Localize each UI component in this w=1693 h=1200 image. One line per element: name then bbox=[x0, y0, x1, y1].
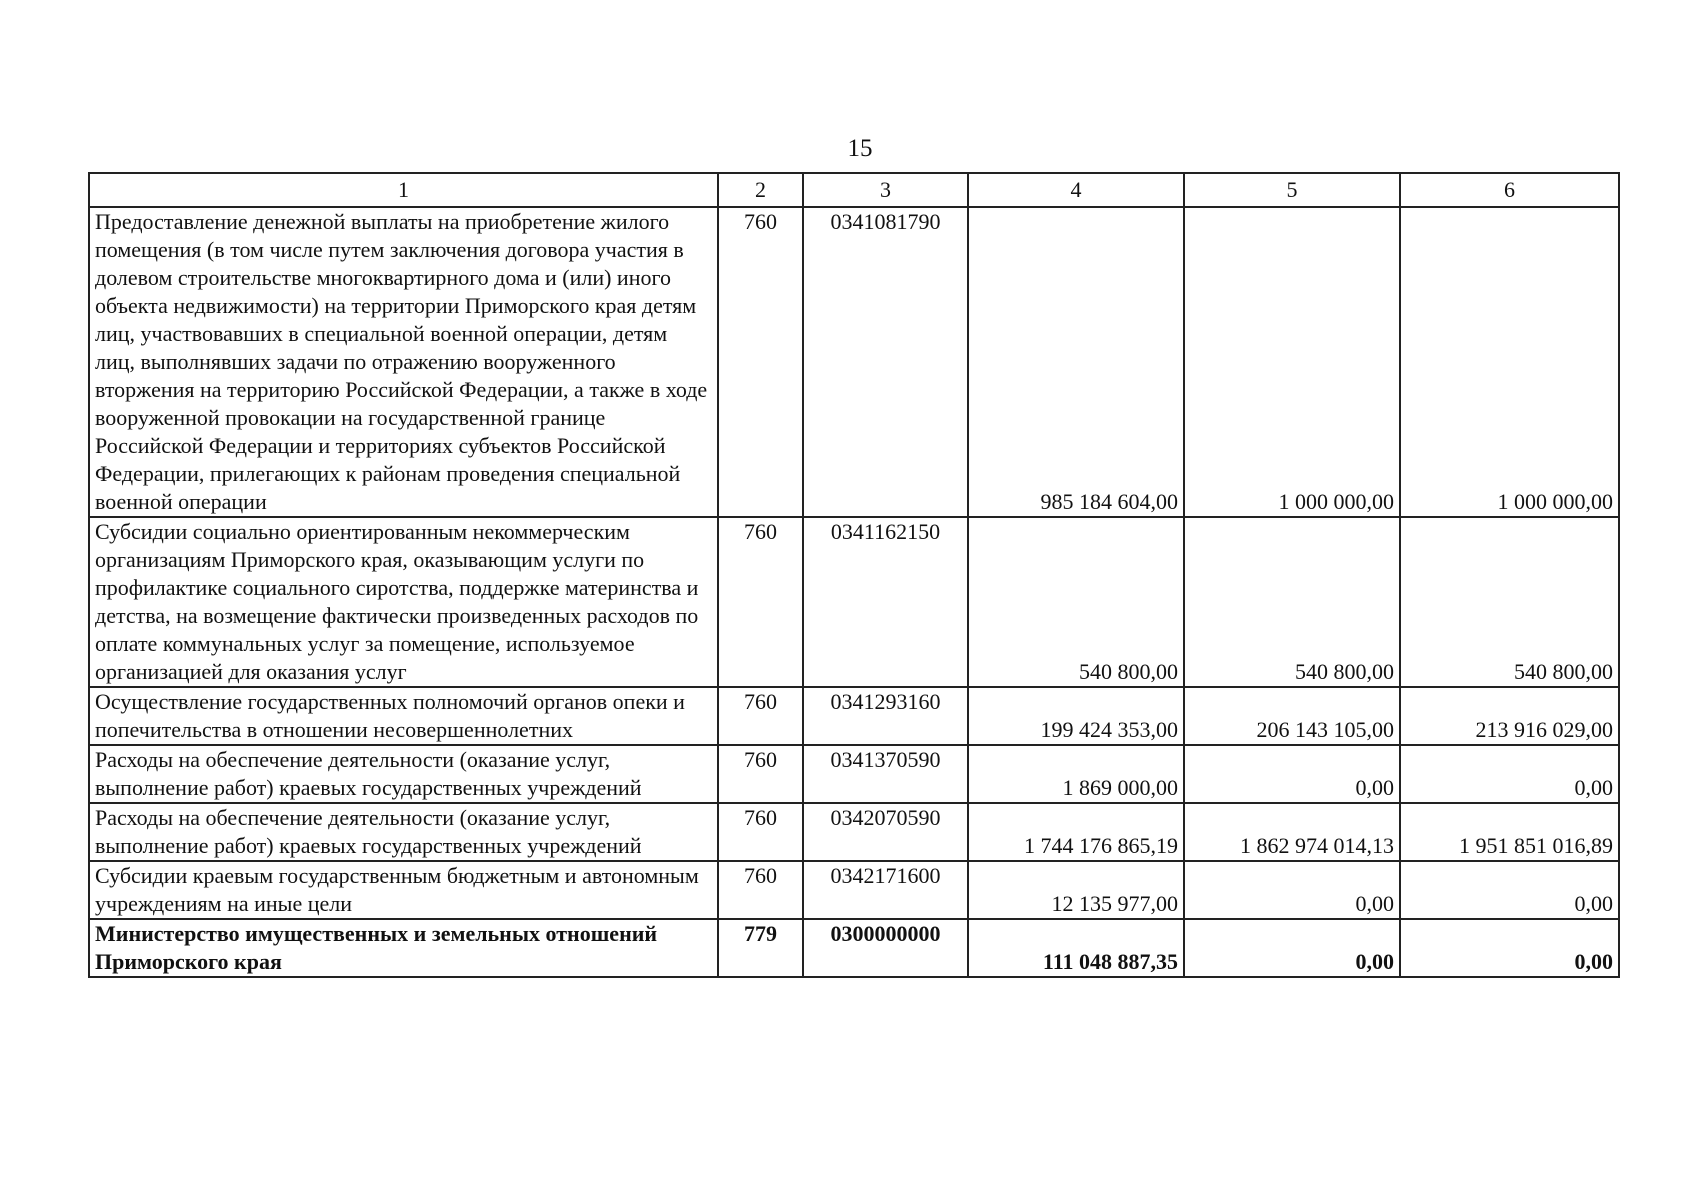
row-col5: 1 862 974 014,13 bbox=[1184, 803, 1400, 861]
row-col3: 0342171600 bbox=[803, 861, 968, 919]
budget-table bbox=[88, 172, 1620, 978]
header-col-4: 4 bbox=[968, 173, 1184, 207]
table-row bbox=[89, 745, 1619, 803]
row-col2: 760 bbox=[718, 861, 803, 919]
row-col4: 12 135 977,00 bbox=[968, 861, 1184, 919]
row-col2: 760 bbox=[718, 803, 803, 861]
row-col5: 0,00 bbox=[1184, 861, 1400, 919]
header-col-3: 3 bbox=[803, 173, 968, 207]
row-col2: 760 bbox=[718, 745, 803, 803]
row-col3: 0341162150 bbox=[803, 517, 968, 687]
row-col4: 1 744 176 865,19 bbox=[968, 803, 1184, 861]
row-col2: 760 bbox=[718, 207, 803, 517]
row-name: Предоставление денежной выплаты на приобретение жилого помещения (в том числе путем заключения договора участия в долевом строительстве многоквартирного дома и (или) иного объекта недвижимости) на территории Приморского края детям лиц, участвовавших в специальной военной операции, детям лиц, выполнявших задачи по отражению вооруженного вторжения на территорию Российской Федерации, а также в ходе вооруженной провокации на государственной границе Российской Федерации и территориях субъектов Российской Федерации, прилегающих к районам проведения специальной военной операции bbox=[89, 207, 718, 517]
header-col-6: 6 bbox=[1400, 173, 1619, 207]
row-col6: 1 000 000,00 bbox=[1400, 207, 1619, 517]
row-col5: 0,00 bbox=[1184, 919, 1400, 977]
table-row bbox=[89, 517, 1619, 687]
header-col-5: 5 bbox=[1184, 173, 1400, 207]
table-row bbox=[89, 803, 1619, 861]
row-name: Осуществление государственных полномочий органов опеки и попечительства в отношении несовершеннолетних bbox=[89, 687, 718, 745]
row-col2: 760 bbox=[718, 517, 803, 687]
table-row bbox=[89, 861, 1619, 919]
row-col3: 0300000000 bbox=[803, 919, 968, 977]
table-header-row bbox=[89, 173, 1619, 207]
page-number: 15 bbox=[847, 135, 873, 162]
table-row bbox=[89, 687, 1619, 745]
header-col-1: 1 bbox=[89, 173, 718, 207]
row-col6: 0,00 bbox=[1400, 919, 1619, 977]
row-col4: 1 869 000,00 bbox=[968, 745, 1184, 803]
row-col6: 213 916 029,00 bbox=[1400, 687, 1619, 745]
row-col3: 0341370590 bbox=[803, 745, 968, 803]
row-col5: 0,00 bbox=[1184, 745, 1400, 803]
row-col6: 1 951 851 016,89 bbox=[1400, 803, 1619, 861]
row-col6: 0,00 bbox=[1400, 745, 1619, 803]
row-col5: 1 000 000,00 bbox=[1184, 207, 1400, 517]
row-name: Расходы на обеспечение деятельности (оказание услуг, выполнение работ) краевых государственных учреждений bbox=[89, 745, 718, 803]
row-col6: 540 800,00 bbox=[1400, 517, 1619, 687]
row-col2: 760 bbox=[718, 687, 803, 745]
row-name: Субсидии социально ориентированным некоммерческим организациям Приморского края, оказывающим услуги по профилактике социального сиротства, поддержке материнства и детства, на возмещение фактически произведенных расходов по оплате коммунальных услуг за помещение, используемое организацией для оказания услуг bbox=[89, 517, 718, 687]
row-col3: 0341293160 bbox=[803, 687, 968, 745]
row-name: Расходы на обеспечение деятельности (оказание услуг, выполнение работ) краевых государственных учреждений bbox=[89, 803, 718, 861]
row-col4: 111 048 887,35 bbox=[968, 919, 1184, 977]
row-col3: 0342070590 bbox=[803, 803, 968, 861]
row-col3: 0341081790 bbox=[803, 207, 968, 517]
row-name: Министерство имущественных и земельных отношений Приморского края bbox=[89, 919, 718, 977]
header-col-2: 2 bbox=[718, 173, 803, 207]
row-name: Субсидии краевым государственным бюджетным и автономным учреждениям на иные цели bbox=[89, 861, 718, 919]
row-col6: 0,00 bbox=[1400, 861, 1619, 919]
table-row bbox=[89, 207, 1619, 517]
row-col4: 985 184 604,00 bbox=[968, 207, 1184, 517]
row-col4: 540 800,00 bbox=[968, 517, 1184, 687]
row-col5: 206 143 105,00 bbox=[1184, 687, 1400, 745]
table-row-ministry-total bbox=[89, 919, 1619, 977]
row-col5: 540 800,00 bbox=[1184, 517, 1400, 687]
row-col2: 779 bbox=[718, 919, 803, 977]
row-col4: 199 424 353,00 bbox=[968, 687, 1184, 745]
